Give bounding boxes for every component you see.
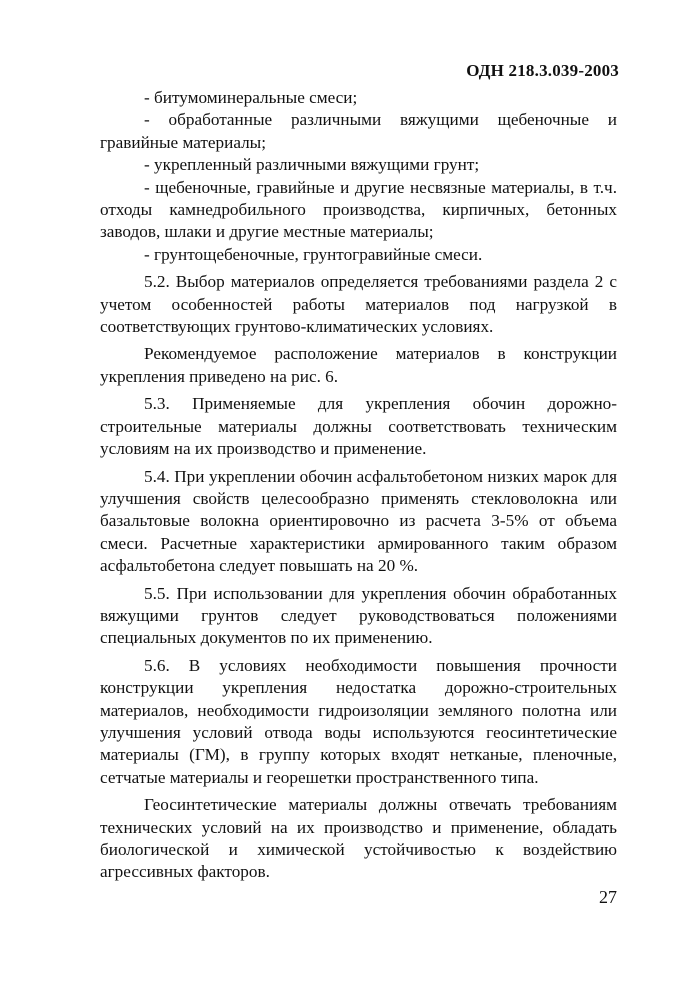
list-item-treated-gravel: - обработанные различными вяжущими щебеночные и гравийные материалы; <box>100 110 617 152</box>
section-5-6: 5.6. В условиях необходимости повышения прочности конструкции укрепления недостатка дорожно-строительных материалов, необходимости гидроизоляции земляного полотна или улучшения условий отвода воды используются геосинтетические материалы (ГМ), в группу которых входят нетканые, пленочные, сетчатые материалы и георешетки пространственного типа. <box>100 655 617 787</box>
section-5-5: 5.5. При использовании для укрепления обочин обработанных вяжущими грунтов следует руководствоваться положениями специальных документов по их применению. <box>100 583 617 648</box>
section-5-3: 5.3. Применяемые для укрепления обочин дорожно-строительные материалы должны соответствовать техническим условиям на их производство и применение. <box>100 394 617 459</box>
list-item-stabilized-soil: - укрепленный различными вяжущими грунт; <box>144 155 480 175</box>
document-code: ОДН 218.3.039-2003 <box>466 61 619 80</box>
page-number: 27 <box>599 887 617 907</box>
section-5-2: 5.2. Выбор материалов определяется требованиями раздела 2 с учетом особенностей работы материалов под нагрузкой в соответствующих грунтово-климатических условиях. <box>100 272 617 337</box>
list-item-bitumen-mixes: - битумоминеральные смеси; <box>144 88 358 107</box>
recommendation-figure-6: Рекомендуемое расположение материалов в конструкции укрепления приведено на рис. 6. <box>100 344 617 386</box>
geosynthetics-requirements: Геосинтетические материалы должны отвечать требованиям технических условий на их производство и применение, обладать биологической и химической устойчивостью к воздействию агрессивных факторов. <box>100 795 617 882</box>
list-item-soil-gravel-mixes: - грунтощебеночные, грунтогравийные смеси. <box>144 244 483 264</box>
list-item-unbound-materials: - щебеночные, гравийные и другие несвязные материалы, в т.ч. отходы камнедробильного производства, кирпичных, бетонных заводов, шлаки и другие местные материалы; <box>100 177 617 242</box>
page-body <box>100 87 617 884</box>
section-5-4: 5.4. При укреплении обочин асфальтобетоном низких марок для улучшения свойств целесообразно применять стекловолокна или базальтовые волокна ориентировочно из расчета 3-5% от объема смеси. Расчетные характеристики армированного таким образом асфальтобетона следует повышать на 20 %. <box>100 466 617 576</box>
